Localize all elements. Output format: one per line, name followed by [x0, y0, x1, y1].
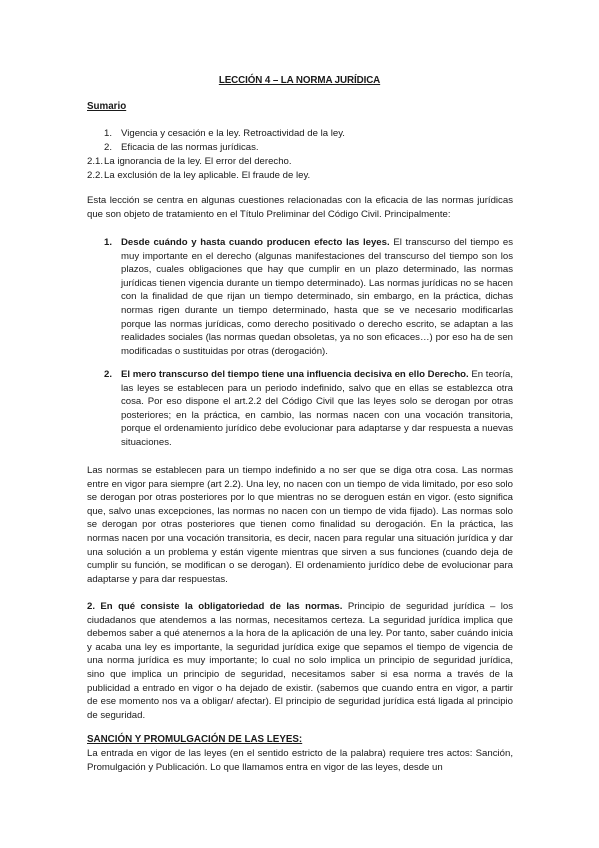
- paragraph-vigor: Las normas se establecen para un tiempo indefinido a no ser que se diga otra cosa. Las normas entre en vigor para siempre (art 2.2). Una ley, no nacen con un tiempo de vida limitado, por eso solo se derogan por otras posteriores por lo que mientras no se deroguen están en vigor. (esto significa que, salvo unas excepciones, las normas no nacen con un tiempo de vida fijado). Las normas solo se derogan por otras posteriores que tienen como finalidad su derogación. En la práctica, las normas nacen por una vocación transitoria, es decir, nacen para regular una situación jurídica y dar una solución a un problema y están vigente mientras que sirven a sus funciones (cuando deja de cumplir su función, se modifican o se derogan). El ordenamiento jurídico debe de evolucionar para adaptarse y para dar respuestas.: [87, 465, 513, 585]
- summary-item: [104, 127, 524, 141]
- lesson-title: LECCIÓN 4 – LA NORMA JURÍDICA: [218, 75, 381, 86]
- paragraph-obligatoriedad: [87, 600, 513, 722]
- obligatoriedad-text: Principio de seguridad jurídica – los ciudadanos que atendemos a las normas, necesitamos certeza. La seguridad jurídica implica que debemos saber a qué atenernos a la hora de la aplicación de una ley. Por tanto, saber cuándo inicia y acaba una ley es importante, la seguridad jurídica exige que sepamos el tiempo de vigencia de una norma jurídica es muy importante; lo cual no solo implica un principio de seguridad jurídica, sino que implica un principio de seguridad, necesitamos saber si esa norma a través de la publicidad a entrado en vigor o ha dejado de existir. (sabemos que cuando entra en vigor, a partir de ese momento nos va a obligar/ afectar). El principio de seguridad jurídica está ligada al principio de seguridad.: [87, 601, 513, 721]
- section-heading-sancion: SANCIÓN Y PROMULGACIÓN DE LAS LEYES:: [87, 734, 303, 745]
- summary-item: [87, 155, 524, 169]
- summary-heading: Sumario: [87, 101, 127, 112]
- point-2-body: [121, 368, 513, 450]
- summary-item-text: La ignorancia de la ley. El error del derecho.: [104, 156, 292, 167]
- intro-paragraph: Esta lección se centra en algunas cuestiones relacionadas con la eficacia de las normas jurídicas que son objeto de tratamiento en el Título Preliminar del Código Civil. Principalmente:: [87, 195, 513, 220]
- point-2-heading: El mero transcurso del tiempo tiene una influencia decisiva en ello Derecho.: [121, 369, 469, 380]
- point-1-body: [121, 236, 513, 358]
- point-1-heading: Desde cuándo y hasta cuando producen efecto las leyes.: [121, 237, 390, 248]
- point-1: [104, 236, 513, 358]
- summary-item-number: 2.: [104, 142, 113, 153]
- summary-list: [87, 127, 524, 183]
- summary-item-number: 1.: [104, 128, 113, 139]
- point-1-text: El transcurso del tiempo es muy importante en el derecho (algunas manifestaciones del transcurso del tiempo son los plazos, cuales obligaciones que hay que cumplir en un plazo determinado, las normas jurídicas tienen vigencia durante un tiempo determinado). Las normas jurídicas no se hacen con la finalidad de que rijan un tiempo determinado, sin embargo, en la práctica, dichas normas rigen durante un tiempo determinado, hasta que se ve necesario modificarlas porque las normas jurídicas, como derecho positivado o derecho escrito, se adaptan a las realidades sociales (las normas quedan obsoletas, ya no son eficaces…) por eso ha de sen modificadas o sustituidas por otras (derogación).: [121, 237, 513, 357]
- summary-item-text: Eficacia de las normas jurídicas.: [121, 142, 259, 153]
- summary-item: [104, 141, 524, 155]
- paragraph-sancion: La entrada en vigor de las leyes (en el sentido estricto de la palabra) requiere tres actos: Sanción, Promulgación y Publicación. Lo que llamamos entra en vigor de las leyes, desde un: [87, 748, 513, 773]
- point-2-number: 2.: [104, 369, 113, 380]
- point-1-number: 1.: [104, 237, 113, 248]
- summary-item: [87, 169, 524, 183]
- obligatoriedad-heading: 2. En qué consiste la obligatoriedad de las normas.: [87, 601, 343, 612]
- summary-item-number: 2.1.: [87, 156, 104, 167]
- summary-item-text: La exclusión de la ley aplicable. El fraude de ley.: [104, 170, 311, 181]
- point-2-text: En teoría, las leyes se establecen para un periodo indefinido, salvo que en ellas se establezca otra cosa. Por eso dispone el art.2.2 del Código Civil que las leyes solo se derogan por otras posteriores; en la práctica, en cambio, las normas nacen con una vocación transitoria, porque el ordenamiento jurídico debe evolucionar para adaptarse y dar respuesta a nuevas situaciones.: [121, 369, 513, 448]
- summary-item-number: 2.2.: [87, 170, 104, 181]
- summary-item-text: Vigencia y cesación e la ley. Retroactividad de la ley.: [121, 128, 345, 139]
- point-2: [104, 368, 513, 450]
